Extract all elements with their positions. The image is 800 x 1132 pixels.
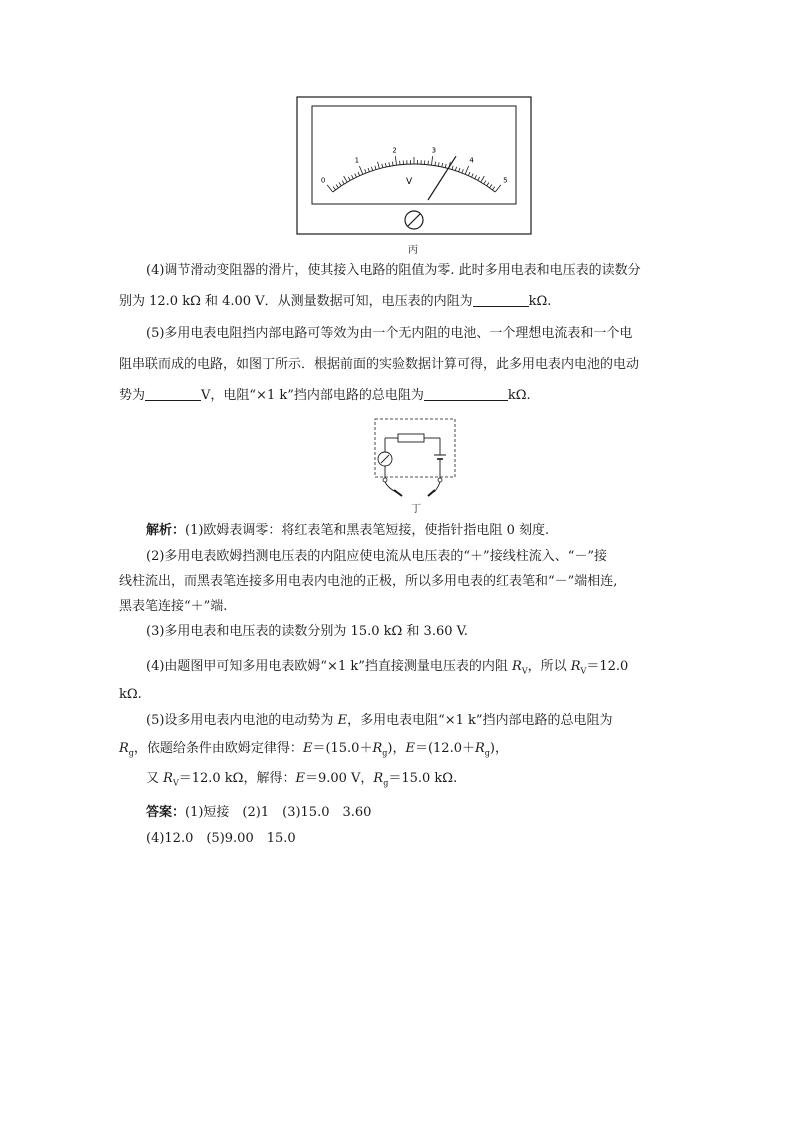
analysis-label: 解析：	[146, 523, 186, 538]
s5-l3-a: 又	[146, 771, 164, 786]
meter-unit-label: V	[406, 177, 413, 187]
para5-line3-a: 势为	[119, 388, 146, 403]
scale-label: 5	[503, 176, 508, 185]
s5-l2-d: ＝(12.0＋	[414, 741, 475, 756]
scale-tick	[378, 162, 380, 169]
rv-symbol: R	[512, 659, 522, 674]
scale-tick	[389, 162, 390, 166]
s5-text-b: ，多用电表电阻“×1 k”挡内部电路的总电阻为	[347, 713, 613, 728]
scale-tick	[336, 185, 338, 188]
para4-line2	[119, 293, 551, 311]
scale-tick	[492, 187, 494, 190]
para5-line1: (5)多用电表电阻挡内部电路可等效为由一个无内阻的电池、一个理想电流表和一个电	[146, 326, 633, 341]
para5-line3-b: V，电阻“×1 k”挡内部电路的总电阻为	[201, 388, 424, 403]
s4-text-b: ，所以	[527, 659, 571, 674]
para5-line3	[119, 387, 531, 405]
scale-tick	[344, 176, 348, 182]
resistor-icon	[398, 434, 424, 442]
circuit-figure	[370, 416, 460, 500]
scale-tick	[395, 156, 396, 165]
analysis-line1	[146, 522, 549, 540]
scale-tick	[435, 162, 436, 166]
answer-line1	[146, 804, 371, 822]
scale-tick	[392, 162, 393, 166]
rg-subscript: g	[484, 748, 490, 758]
answer-label: 答案：	[146, 805, 186, 820]
rv-symbol: R	[163, 771, 173, 786]
answer-line2: (4)12.0 (5)9.00 15.0	[146, 831, 296, 846]
rg-subscript: g	[382, 748, 388, 758]
s5-l2-c: )，	[387, 741, 406, 756]
scale-label: 2	[392, 146, 397, 155]
rg-symbol: R	[372, 741, 383, 756]
meter-needle	[428, 156, 456, 200]
rg-symbol: R	[119, 741, 129, 756]
e-symbol: E	[337, 713, 348, 728]
scale-label: 4	[469, 156, 474, 165]
s4-text-a: (4)由题图甲可知多用电表欧姆“×1 k”挡直接测量电压表的内阻	[146, 659, 513, 674]
para5-line3-c: kΩ.	[507, 388, 531, 403]
scale-tick	[487, 183, 489, 186]
answer-values-1: (1)短接 (2)1 (3)15.0 3.60	[185, 805, 372, 820]
scale-tick	[438, 162, 439, 166]
scale-label: 0	[320, 176, 326, 185]
analysis-step3: (3)多用电表和电压表的读数分别为 15.0 kΩ 和 3.60 V.	[146, 624, 468, 639]
para5-line2: 阻串联而成的电路，如图丁所示．根据前面的实验数据计算可得，此多用电表内电池的电动	[119, 357, 640, 372]
scale-tick	[431, 156, 432, 165]
para4-line1: (4)调节滑动变阻器的滑片，使其接入电路的阻值为零. 此时多用电表和电压表的读数分	[146, 263, 641, 278]
answer-blank	[424, 387, 508, 401]
analysis-step5-line3	[146, 770, 457, 793]
rg-symbol: R	[373, 771, 384, 786]
rv-symbol: R	[570, 659, 581, 674]
s5-l2-a: ，依题给条件由欧姆定律得：	[133, 741, 303, 756]
s5-l2-b: ＝(15.0＋	[312, 741, 373, 756]
scale-tick	[481, 176, 485, 182]
s5-text-a: (5)设多用电表内电池的电动势为	[146, 713, 338, 728]
answer-blank	[473, 293, 529, 307]
e-symbol: E	[295, 771, 305, 786]
s5-l3-b: ＝12.0 kΩ，解得：	[178, 771, 296, 786]
scale-tick	[327, 185, 333, 192]
analysis-step4-line2: kΩ.	[119, 687, 142, 702]
s5-l3-d: ＝15.0 kΩ.	[388, 771, 458, 786]
analysis-step2-line2: 线柱流出，而黑表笔连接多用电表内电池的正极，所以多用电表的红表笔和“－”端相连,	[119, 574, 618, 589]
scale-tick	[342, 181, 344, 184]
scale-tick	[351, 175, 353, 179]
rg-subscript: g	[383, 778, 389, 788]
e-symbol: E	[405, 741, 415, 756]
s4-text-c: ＝12.0	[586, 659, 629, 674]
voltmeter-figure	[296, 96, 532, 256]
e-symbol: E	[302, 741, 313, 756]
scale-tick	[478, 177, 480, 181]
rg-symbol: R	[475, 741, 485, 756]
analysis-step5-line2	[119, 740, 508, 763]
scale-tick	[333, 187, 335, 190]
answer-blank	[145, 387, 201, 401]
analysis-step1: (1)欧姆表调零：将红表笔和黑表笔短接，使指针指电阻 0 刻度.	[185, 523, 550, 538]
analysis-step4-line1	[146, 658, 628, 681]
para4-line2-text: 别为 12.0 kΩ 和 4.00 V．从测量数据可知，电压表的内阻为	[119, 294, 473, 309]
rv-subscript: V	[521, 666, 528, 676]
voltmeter-diagram	[296, 96, 532, 256]
scale-tick	[339, 183, 341, 186]
rg-subscript: g	[128, 748, 134, 758]
analysis-step2-line3: 黑表笔连接“＋”端.	[119, 599, 228, 614]
scale-tick	[490, 185, 492, 188]
scale-tick	[484, 181, 486, 184]
scale-tick	[359, 166, 362, 174]
rv-subscript: V	[580, 666, 587, 676]
scale-arc	[333, 164, 496, 192]
scale-label: 1	[354, 156, 360, 165]
analysis-step2-line1: (2)多用电表欧姆挡测电压表的内阻应使电流从电压表的“＋”接线柱流入、“－”接	[146, 549, 607, 564]
para4-line2-unit: kΩ.	[528, 294, 552, 309]
scale-tick	[475, 175, 477, 179]
rv-subscript: V	[172, 778, 179, 788]
scale-tick	[348, 177, 350, 181]
figure-caption-bing: 丙	[408, 245, 418, 256]
s5-l3-c: ＝9.00 V，	[304, 771, 374, 786]
analysis-step5-line1	[146, 712, 613, 730]
figure-caption-ding: 丁	[411, 504, 421, 515]
scale-label: 3	[431, 146, 437, 155]
s5-l2-e: )，	[489, 741, 508, 756]
scale-tick	[465, 166, 468, 174]
scale-tick	[495, 185, 501, 192]
circuit-diagram	[370, 416, 460, 500]
